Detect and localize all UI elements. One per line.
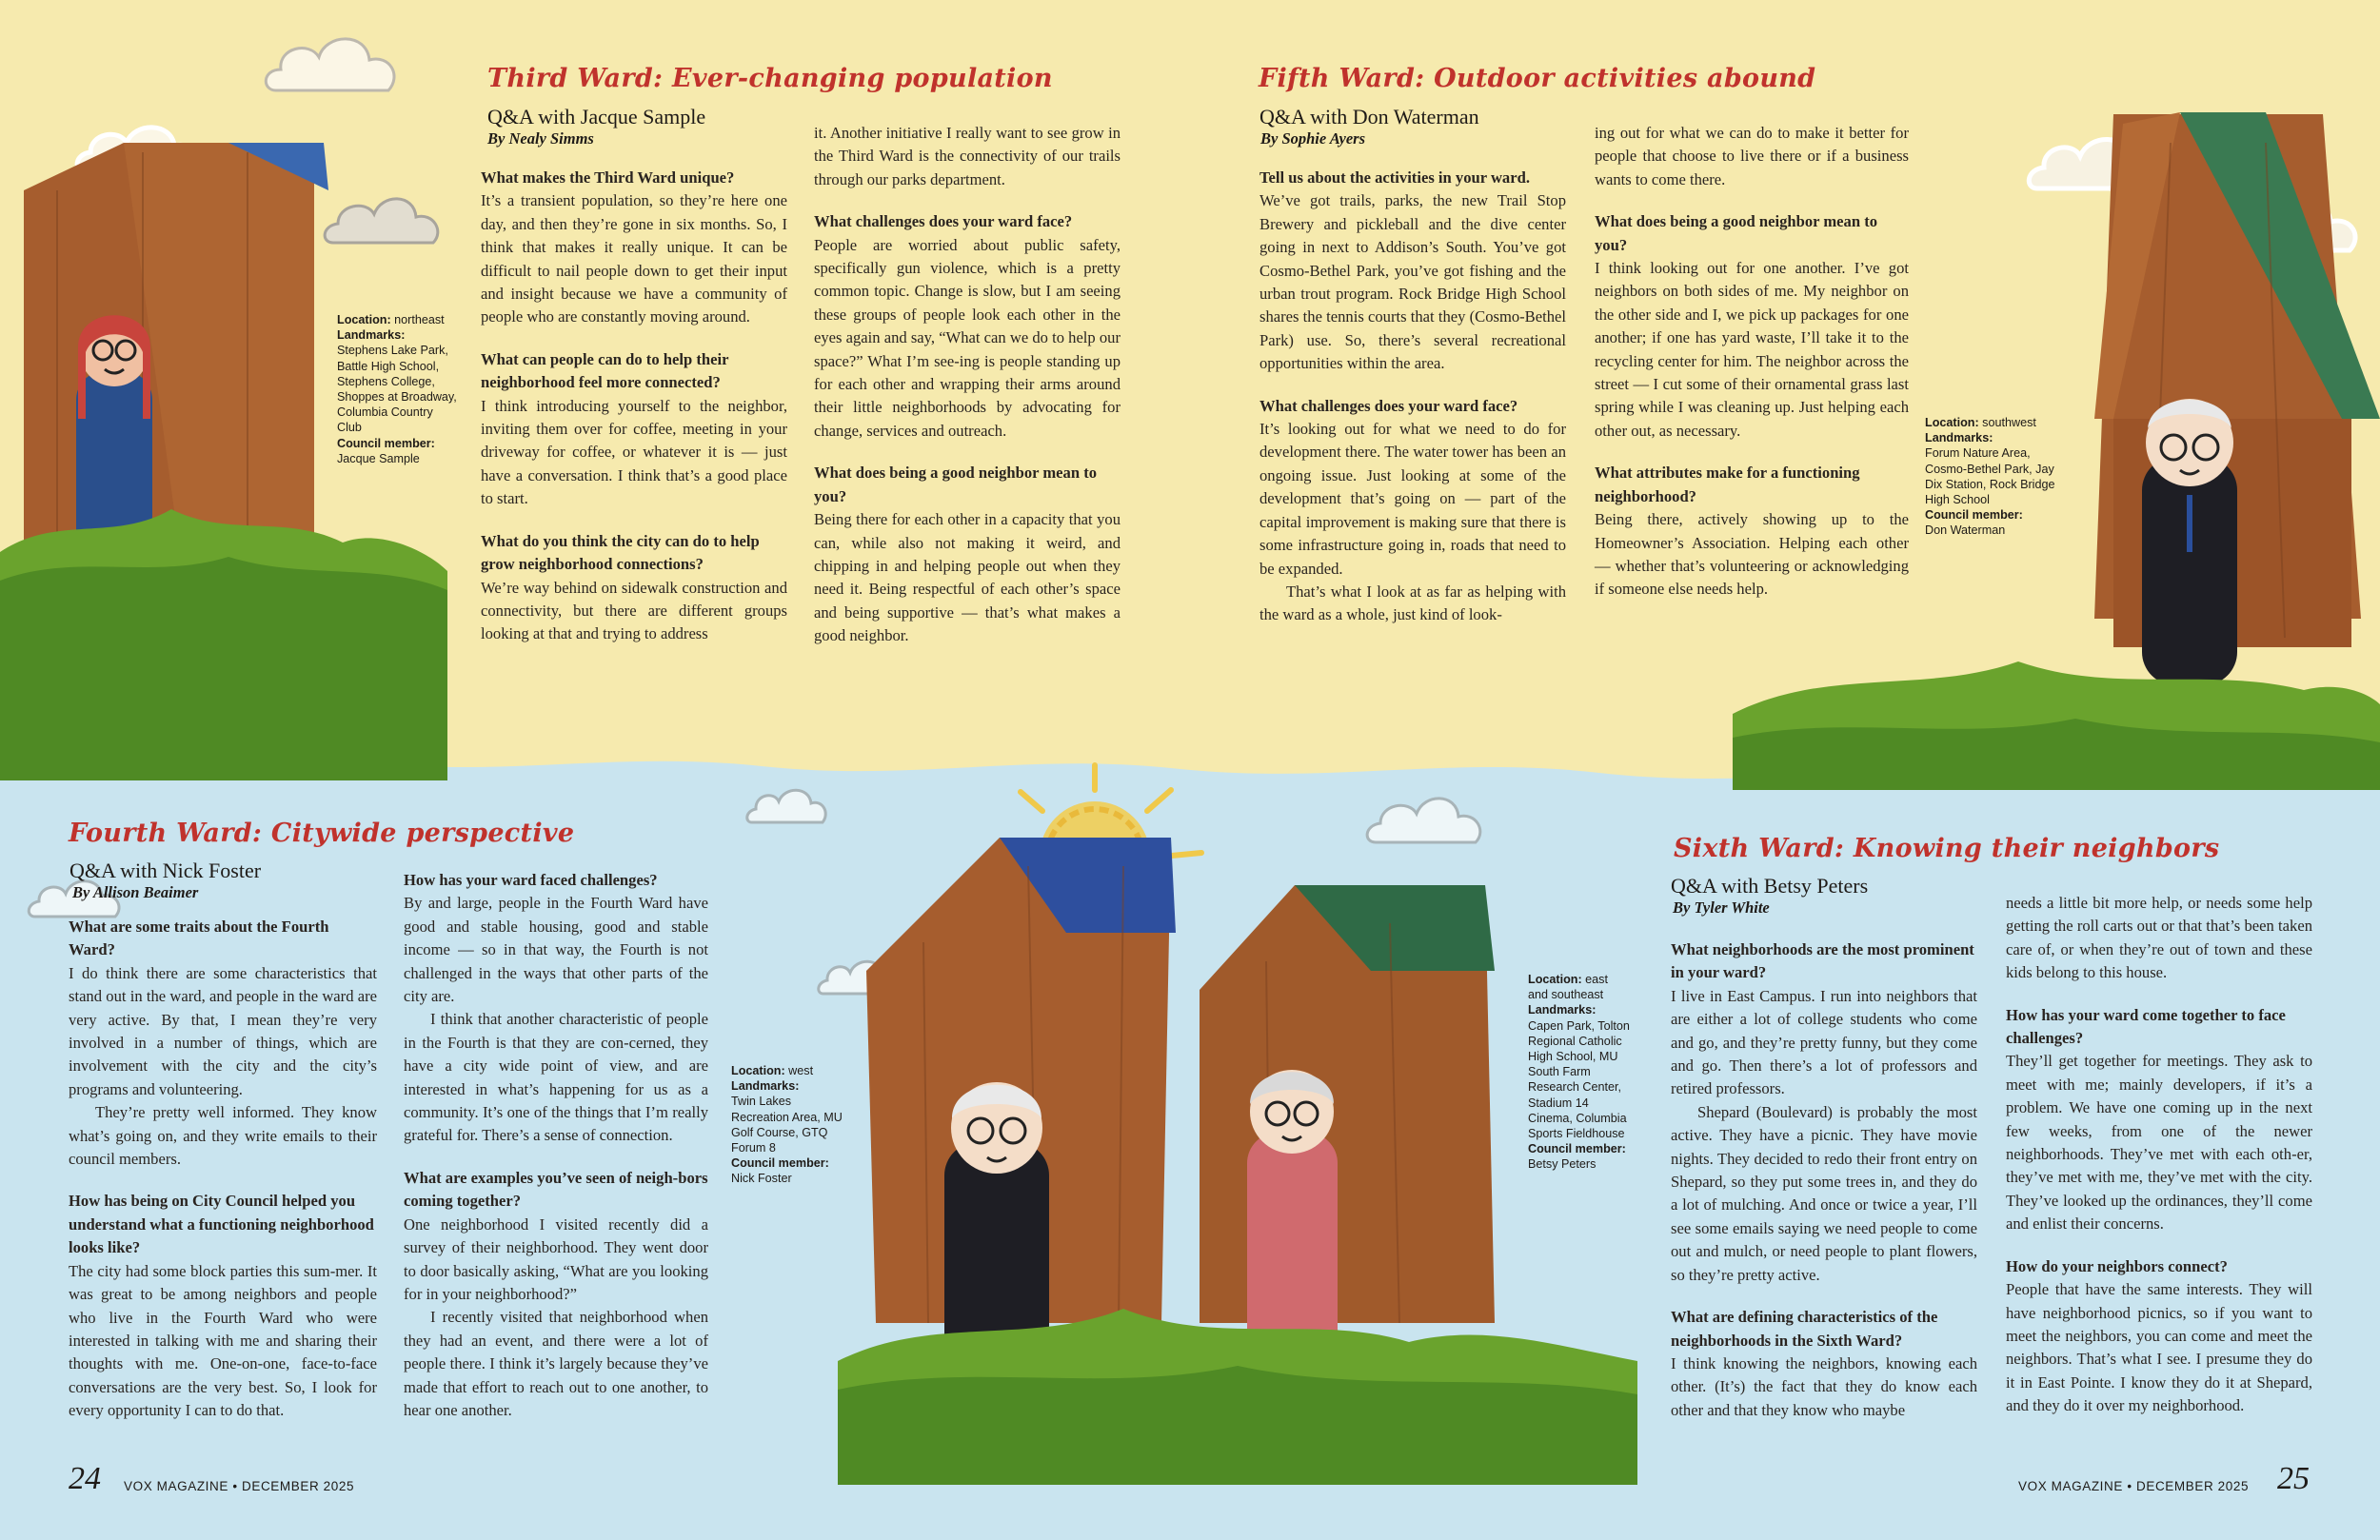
third-ward-byline: By Nealy Simms — [487, 129, 594, 148]
fourth-ward-infobox — [731, 1063, 850, 1187]
answer: People are worried about public safety, specifically gun violence, which is a pretty common topic. Change is slow, but I am seeing these groups of people look each other in the eyes again and say, “What can we do to help our space?” What I’m see-ing is people standing up for each other and wrapping their arms around their little neighborhoods by advocating for change, services and outreach. — [814, 235, 1121, 440]
answer: It’s looking out for what we need to do for development there. The water tower has been an ongoing issue. Just looking at some of the development that’s going on — part of the capital improvement is making sure that there is some infrastructure going in, roads that need to be expanded. — [1259, 420, 1566, 578]
infobox-landmarks-label: Landmarks: — [1925, 431, 1993, 445]
third-ward-headline: Third Ward: Ever-changing population — [487, 64, 1053, 93]
question: What do you think the city can do to help grow neighborhood connections? — [481, 531, 760, 574]
fifth-ward-qa-title: Q&A with Don Waterman — [1259, 105, 1479, 128]
infobox-landmarks-label: Landmarks: — [337, 328, 406, 343]
answer: That’s what I look at as far as helping with the ward as a whole, just kind of look- — [1259, 582, 1566, 624]
infobox-council-member — [731, 1155, 850, 1186]
infobox-landmarks — [1528, 1002, 1631, 1141]
fifth-ward-headline: Fifth Ward: Outdoor activities abound — [1259, 64, 1816, 93]
question: What challenges does your ward face? — [1259, 396, 1518, 415]
infobox-landmarks-value: Stephens Lake Park, Battle High School, Stephens College, Shoppes at Broadway, Columbia Country Club — [337, 344, 457, 435]
fifth-ward-infobox — [1925, 415, 2058, 539]
third-ward-qa-title: Q&A with Jacque Sample — [487, 105, 706, 128]
infobox-landmarks-label: Landmarks: — [1528, 1003, 1597, 1017]
infobox-landmarks-label: Landmarks: — [731, 1079, 800, 1094]
answer: Being there for each other in a capacity that you can, while also not making it weird, and chipping in and helping people out when they need it. Being respectful of each other’s space and being supportive — that’s what makes a good neighbor. — [814, 510, 1121, 645]
question: What challenges does your ward face? — [814, 212, 1073, 231]
infobox-location — [1925, 415, 2058, 430]
answer: They’ll get together for meetings. They ask to meet with me; mainly developers, if it’s a problem. We have one coming up in the next few weeks, from one of the newer neighborhoods. They’ve met with each oth-er, they’ve met with me, they’ve met with the city. They’ve looked up the ordinances, they’ll come and enlist their concerns. — [2006, 1052, 2312, 1234]
question: Tell us about the activities in your ward. — [1259, 168, 1530, 187]
question: What are defining characteristics of the neighborhoods in the Sixth Ward? — [1671, 1308, 1938, 1350]
answer: Shepard (Boulevard) is probably the most active. They have a picnic. They have movie nights. They decided to redo their front entry on Shepard, so they put some trees in, and they do a lot of mulching. And once or twice a year, I’ll see some emails saying we need people to come out and mulch, or need people to plant flowers, so they’re pretty active. — [1671, 1102, 1977, 1284]
infobox-location-label: Location: — [1528, 973, 1582, 986]
fifth-ward-byline: By Sophie Ayers — [1260, 129, 1365, 148]
question: How do your neighbors connect? — [2006, 1256, 2228, 1275]
infobox-council-member — [337, 436, 461, 466]
sixth-ward-byline: By Tyler White — [1673, 898, 1770, 917]
infobox-location-value: east and southeast — [1528, 973, 1608, 1002]
fourth-ward-qa-title: Q&A with Nick Foster — [69, 859, 262, 882]
answer: I think that another characteristic of people in the Fourth is that they are con-cerned, they have a city wide point of view, and are interested in what’s happening for us as a community. It’s one of the things that I’m really grateful for. There’s a sense of connection. — [404, 1010, 708, 1145]
infobox-council-member-label: Council member: — [731, 1156, 829, 1171]
infobox-landmarks — [731, 1078, 850, 1155]
infobox-council-member — [1528, 1141, 1631, 1172]
sixth-ward-infobox — [1528, 972, 1631, 1173]
fourth-ward-byline: By Allison Beaimer — [72, 883, 199, 901]
question: What are examples you’ve seen of neigh-bors coming together? — [404, 1168, 708, 1211]
infobox-council-member-label: Council member: — [1925, 508, 2023, 523]
infobox-location-value: west — [788, 1064, 814, 1077]
infobox-location — [1528, 972, 1631, 1002]
answer: I recently visited that neighborhood when they had an event, and there were a lot of people there. I think it’s largely because they’ve made that effort to reach out to one another, to hear one another. — [404, 1308, 708, 1419]
fifth-ward-column-2 — [1595, 122, 1909, 602]
answer: They’re pretty well informed. They know what’s going on, and they write emails to their council members. — [69, 1103, 377, 1169]
answer: it. Another initiative I really want to see grow in the Third Ward is the connectivity of our trails through our parks department. — [814, 124, 1121, 188]
sixth-ward-column-1 — [1671, 938, 1977, 1422]
right-page-number: 25 — [2277, 1461, 2310, 1496]
infobox-council-member-label: Council member: — [337, 436, 435, 450]
fifth-ward-column-1 — [1259, 167, 1566, 627]
third-ward-column-2 — [814, 122, 1121, 648]
question: What are some traits about the Fourth Ward? — [69, 918, 329, 959]
sixth-ward-qa-title: Q&A with Betsy Peters — [1671, 874, 1869, 898]
infobox-council-member-value: Jacque Sample — [337, 451, 420, 465]
fourth-ward-column-1 — [69, 916, 377, 1423]
answer: I do think there are some characteristics that stand out in the ward, and people in the ward are very active. By that, I mean they’re very involved in a number of things, which are involvement with the city and the city’s programs and volunteering. — [69, 963, 377, 1098]
question: What can people can do to help their neighborhood feel more connected? — [481, 349, 729, 392]
infobox-landmarks — [1925, 430, 2058, 507]
answer: By and large, people in the Fourth Ward have good and stable housing, good and stable income — so in that way, the Fourth is not challenged in the ways that other parts of the city are. — [404, 894, 708, 1006]
cloud-icon — [743, 780, 833, 833]
sixth-ward-column-2 — [2006, 892, 2312, 1418]
answer: I think looking out for one another. I’ve got neighbors on both sides of me. My neighbor on the other side and I, we pick up packages for one another; if one has yard waste, I’ll take it to the recycling center for him. The neighbor across the street — I cut some of their ornamental grass last spring while I was cleaning up. Just helping each other out, as necessary. — [1595, 259, 1909, 440]
infobox-council-member-value: Don Waterman — [1925, 523, 2006, 538]
answer: I think introducing yourself to the neighbor, inviting them over for coffee, meeting in your driveway for coffee, or whatever it is — just have a conversation. I think that’s a good place to start. — [481, 396, 787, 508]
infobox-location-value: northeast — [394, 313, 445, 326]
infobox-location — [337, 312, 461, 327]
infobox-landmarks-value: Twin Lakes Recreation Area, MU Golf Course, GTQ Forum 8 — [731, 1095, 843, 1155]
right-folio: VOX MAGAZINE • DECEMBER 2025 — [2018, 1479, 2250, 1493]
answer: It’s a transient population, so they’re here one day, and then they’re gone in six months. So, I think that makes it really unique. It can be difficult to nail people down to get their input and insight because we have a community of people who are constantly moving around. — [481, 191, 787, 326]
infobox-council-member-label: Council member: — [1528, 1142, 1626, 1156]
sixth-ward-headline: Sixth Ward: Knowing their neighbors — [1674, 834, 2220, 863]
infobox-location-label: Location: — [731, 1064, 785, 1077]
cloud-icon — [257, 24, 409, 109]
third-ward-column-1 — [481, 167, 787, 646]
answer: People that have the same interests. They will have neighborhood picnics, so if you want to meet the neighbors, you can come and meet the neighbors. That’s what I see. I presume they do it in East Pointe. I know they do it at Shepard, and they do it over my neighborhood. — [2006, 1280, 2312, 1415]
infobox-landmarks — [337, 327, 461, 435]
left-page-number: 24 — [69, 1461, 101, 1496]
question: How has your ward faced challenges? — [404, 871, 658, 889]
infobox-council-member-value: Nick Foster — [731, 1172, 792, 1186]
answer: I live in East Campus. I run into neighbors that are either a lot of college students who come and go, and they’re pretty funny, but they come and go. Then there’s a lot of professors and retired professors. — [1671, 986, 1977, 1098]
answer: The city had some block parties this sum-mer. It was great to be among neighbors and people who live in the Fourth Ward who were interested in talking with me and sharing their thoughts with me. One-on-one, face-to-face conversations are the very best. So, I look for every opportunity I can to do that. — [69, 1261, 377, 1420]
question: What does being a good neighbor mean to you? — [814, 464, 1098, 505]
answer: needs a little bit more help, or needs some help getting the roll carts out or that that’s been taken care of, or when they’re out of town and these kids belong to this house. — [2006, 894, 2312, 982]
question: What makes the Third Ward unique? — [481, 168, 735, 187]
third-ward-infobox — [337, 312, 461, 466]
infobox-landmarks-value: Forum Nature Area, Cosmo-Bethel Park, Jay Dix Station, Rock Bridge High School — [1925, 446, 2055, 507]
answer: I think knowing the neighbors, knowing each other. (It’s) the fact that they do know each other and that they know who maybe — [1671, 1353, 1977, 1419]
infobox-council-member-value: Betsy Peters — [1528, 1157, 1597, 1172]
fourth-ward-column-2 — [404, 869, 708, 1422]
answer: ing out for what we can do to make it better for people that choose to live there or if a business wants to come there. — [1595, 124, 1909, 188]
infobox-location-label: Location: — [337, 313, 391, 326]
answer: We’re way behind on sidewalk construction and connectivity, but there are different groups looking at that and trying to address — [481, 578, 787, 643]
infobox-landmarks-value: Capen Park, Tolton Regional Catholic High School, MU South Farm Research Center, Stadium 14 Cinema, Columbia Sports Fieldhouse — [1528, 1018, 1630, 1141]
fourth-ward-headline: Fourth Ward: Citywide perspective — [69, 819, 575, 848]
question: What neighborhoods are the most prominent in your ward? — [1671, 940, 1974, 982]
answer: One neighborhood I visited recently did a survey of their neighborhood. They went door to door basically asking, “What are you looking for in your neighborhood?” — [404, 1214, 708, 1303]
question: What attributes make for a functioning neighborhood? — [1595, 464, 1860, 505]
question: How has your ward come together to face challenges? — [2006, 1005, 2286, 1048]
question: How has being on City Council helped you understand what a functioning neighborhood looks like? — [69, 1192, 374, 1257]
answer: Being there, actively showing up to the Homeowner’s Association. Helping each other — whether that’s volunteering or acknowledging if someone else needs help. — [1595, 510, 1909, 599]
infobox-council-member — [1925, 507, 2058, 538]
infobox-location — [731, 1063, 850, 1078]
question: What does being a good neighbor mean to you? — [1595, 212, 1878, 254]
answer: We’ve got trails, parks, the new Trail Stop Brewery and pickleball and the dive center going in next to Addison’s South. You’ve got Cosmo-Bethel Park, you’ve got fishing and the urban trout program. Rock Bridge High School shares the tennis courts that they (Cosmo-Bethel Park) use. So, there’s several recreational opportunities within the area. — [1259, 191, 1566, 373]
fourth-sixth-ward-houses-figure — [838, 828, 1637, 1485]
infobox-location-value: southwest — [1982, 416, 2036, 429]
left-folio: VOX MAGAZINE • DECEMBER 2025 — [124, 1479, 355, 1493]
infobox-location-label: Location: — [1925, 416, 1979, 429]
